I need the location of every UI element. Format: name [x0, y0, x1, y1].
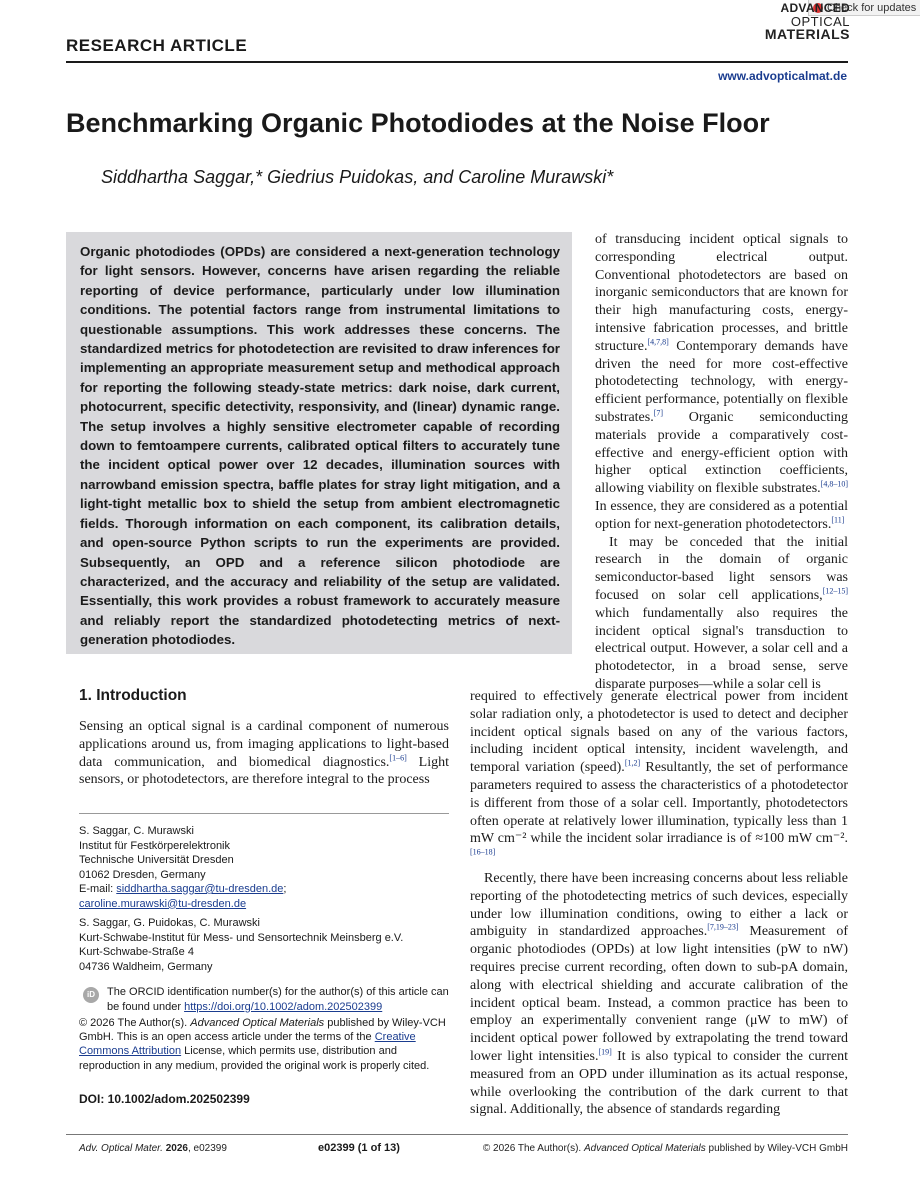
paragraph: required to effectively generate electrical power from incident solar radiation only, a photodetector is used to detect and decipher incident optical signals based on any of the various factors, including incident optical intensity, incident wavelength, and temporal variation (speed).[1,2] Resultantly, the set of performance parameters required to assess the characteristics of a photodetector is different from those of a solar cell. Importantly, photodetectors often operate at relatively lower illumination, typically less than 1 mW cm⁻² while the incident solar irradiance is of ≈100 mW cm⁻².[16–18] — [470, 689, 849, 857]
citation-link[interactable]: [19] — [598, 1047, 612, 1057]
paragraph: Sensing an optical signal is a cardinal component of numerous applications around us, from imaging applications to light-based data communication, and biomedical diagnostics.[1–6] Light sensors, or photodetectors, are therefore integral to the process — [79, 719, 449, 788]
section-heading-introduction: 1. Introduction — [79, 687, 187, 704]
citation-link[interactable]: [1–6] — [389, 752, 407, 762]
affiliation-line: Institut für Festkörperelektronik — [79, 839, 231, 852]
email-line: E-mail: siddhartha.saggar@tu-dresden.de; — [79, 883, 287, 895]
journal-logo — [732, 2, 850, 41]
affiliation-line: Technische Universität Dresden — [79, 854, 234, 866]
affiliation-line: 04736 Waldheim, Germany — [79, 960, 213, 973]
affiliation-line: Kurt-Schwabe-Straße 4 — [79, 946, 194, 958]
author-list: Siddhartha Saggar,* Giedrius Puidokas, and Caroline Murawski* — [101, 167, 614, 187]
email-link[interactable]: caroline.murawski@tu-dresden.de — [79, 897, 247, 910]
journal-url-link[interactable]: www.advopticalmat.de — [718, 69, 847, 83]
orcid-note: iD The ORCID identification number(s) for the author(s) of this article can be found under https://doi.org/10.1002/adom.202502399 — [79, 985, 449, 1014]
affiliation-line: 01062 Dresden, Germany — [79, 868, 206, 881]
email-link[interactable]: siddhartha.saggar@tu-dresden.de — [116, 883, 284, 895]
right-column-bottom — [470, 688, 848, 1119]
citation-link[interactable]: [11] — [831, 515, 845, 525]
affiliation-names: S. Saggar, G. Puidokas, C. Murawski — [79, 917, 260, 929]
orcid-link[interactable]: https://doi.org/10.1002/adom.202502399 — [184, 1000, 383, 1013]
page-number: e02399 (1 of 13) — [318, 1142, 400, 1154]
license-note: © 2026 The Author(s). Advanced Optical Materials published by Wiley-VCH GmbH. This is an open access article under the terms of the Creative Commons Attribution License, which permits use, distribution and reproduction in any medium, provided the original work is properly cited. — [79, 1017, 446, 1072]
footer-rule — [66, 1134, 848, 1135]
doi: DOI: 10.1002/adom.202502399 — [79, 1092, 250, 1106]
citation-link[interactable]: [12–15] — [822, 586, 848, 596]
license-link[interactable]: Creative Commons Attribution — [79, 1031, 416, 1058]
citation-link[interactable]: [16–18] — [470, 847, 496, 857]
paragraph: of transducing incident optical signals to corresponding electrical output. Conventional photodetectors are based on inorganic semiconductors that are known for their high manufacturing costs, energy-intensive fabrication processes, and brittle structure.[4,7,8] Contemporary demands have driven the need for more cost-effective photodetecting technology, with energy-efficient performance, potentially on flexible substrates.[7] Organic semiconducting materials provide a comparatively cost-effective and energy-efficient option with higher optical extinction coefficients, allowing viability on flexible substrates.[4,8–10] In essence, they are considered as a potential option for next-generation photodetectors.[11] — [595, 232, 848, 532]
citation-link[interactable]: [7] — [653, 408, 664, 418]
affiliation-block — [79, 824, 449, 911]
orcid-icon: iD — [83, 987, 99, 1003]
footer-copyright: © 2026 The Author(s). Advanced Optical Materials published by Wiley-VCH GmbH — [482, 1143, 848, 1154]
affiliation-block — [79, 916, 449, 974]
abstract-text: Organic photodiodes (OPDs) are considered a next-generation technology for light sensors. However, concerns have arisen regarding the reliable reporting of device performance, particularly under low illumination conditions. The potential factors range from instrumental limitations to questionable assumptions. This work addresses these concerns. The standardized metrics for photodetection are revisited to draw inferences for implementing an appropriate measurement setup and methodical approach for reporting the following steady-state metrics: dark noise, dark current, photocurrent, specific detectivity, responsivity, and (linear) dynamic range. The setup involves a highly sensitive electrometer capable of recording down to femtoampere currents, calibrated optical filters to accurately tune the incident optical power over 12 decades, illumination sources with narrowband emission spectra, baffle plates for stray light mitigation, and a light-tight metallic box to shield the setup from ambient electromagnetic fields. Thorough information on each component, its calibration details, and open-source Python scripts to run the experiments are provided. Subsequently, an OPD and a reference silicon photodiode are characterized, and the accuracy and reliability of the setup are validated. Essentially, this work provides a robust framework to accurately measure and reliably report the standardized photodetecting metrics of next-generation photodiodes. — [80, 244, 560, 648]
affiliation-names: S. Saggar, C. Murawski — [79, 825, 194, 837]
paragraph: Recently, there have been increasing concerns about less reliable reporting of the photodetecting metrics of such devices, especially under low illumination conditions, owing to either a lack or ambiguity in standardized approaches.[7,19–23] Measurement of organic photodiodes (OPDs) at low light intensities (pW to nW) requires precise current recording, often down to sub-pA domain, along with electrical shielding and accurate calibration of the incident optical beam. Instead, a common practice has been to employ an experimentally convenient range (μW to mW) of incident optical power followed by extrapolating the trend toward lower light intensities.[19] It is also typical to consider the current measured from an OPD under illumination as its actual response, while overlooking the contribution of the dark current to that signal. Additionally, the absence of standards regarding — [470, 870, 849, 1118]
journal-logo-line1: ADVANCED — [780, 1, 850, 15]
introduction-text — [79, 718, 449, 789]
citation-link[interactable]: [1,2] — [624, 758, 641, 768]
paragraph: It may be conceded that the initial research in the domain of organic semiconductor-based light sensors was focused on solar cell applications,[12–15] which fundamentally also requires the incident optical signal's transduction to electrical output. However, a solar cell and a photodetector, in a broad sense, serve disparate purposes—while a solar cell is — [595, 534, 848, 692]
affiliations — [79, 824, 449, 979]
article-type: RESEARCH ARTICLE — [66, 36, 248, 55]
check-for-updates-label: Check for updates — [827, 1, 917, 14]
affiliation-divider — [79, 813, 449, 814]
email-line — [79, 897, 449, 912]
citation-link[interactable]: [4,8–10] — [820, 479, 848, 489]
citation-link[interactable]: [7,19–23] — [707, 922, 739, 932]
header-rule — [66, 61, 848, 63]
abstract-box — [66, 232, 572, 654]
footer-citation: Adv. Optical Mater. 2026, e02399 — [79, 1143, 227, 1154]
article-title: Benchmarking Organic Photodiodes at the Noise Floor — [66, 108, 770, 138]
journal-logo-line2: OPTICAL — [790, 14, 850, 29]
right-column-top — [595, 231, 848, 694]
affiliation-line: Kurt-Schwabe-Institut für Mess- und Sensortechnik Meinsberg e.V. — [79, 931, 404, 944]
citation-link[interactable]: [4,7,8] — [647, 337, 669, 347]
journal-logo-line3: MATERIALS — [764, 26, 850, 42]
